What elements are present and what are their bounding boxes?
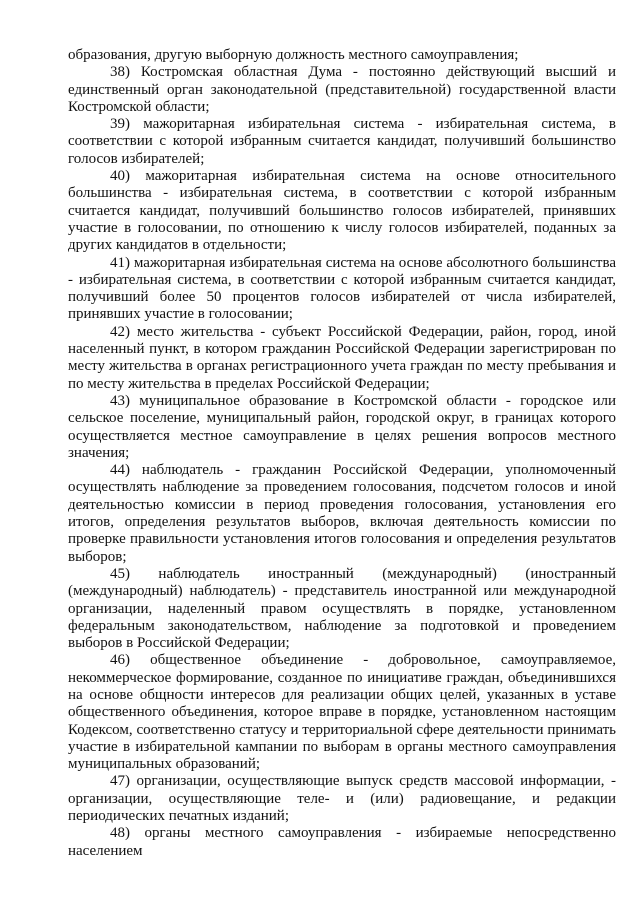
paragraph-47: 47) организации, осуществляющие выпуск средств массовой информации, - организации, осуществляющие теле- и (или) радиовещание, и редакции периодических печатных изданий;	[68, 773, 616, 825]
paragraph-46: 46) общественное объединение - добровольное, самоуправляемое, некоммерческое формирование, созданное по инициативе граждан, объединившихся на основе общности интересов для реализации общих целей, указанных в уставе общественного объединения, которое вправе в порядке, установленном настоящим Кодексом, соответственно статусу и территориальной сфере деятельности принимать участие в избирательной кампании по выборам в органы местного самоуправления муниципальных образований;	[68, 652, 616, 773]
paragraph-39: 39) мажоритарная избирательная система - избирательная система, в соответствии с которой избранным считается кандидат, получивший большинство голосов избирателей;	[68, 116, 616, 167]
paragraph-continuation: образования, другую выборную должность местного самоуправления;	[68, 47, 519, 63]
paragraph-45: 45) наблюдатель иностранный (международный) (иностранный (международный) наблюдатель) - представитель иностранной или международной организации, наделенный правом осуществлять в порядке, установленном федеральным законодательством, наблюдение за подготовкой и проведением выборов в Российской Федерации;	[68, 565, 616, 652]
paragraph-41: 41) мажоритарная избирательная система на основе абсолютного большинства - избирательная система, в соответствии с которой избранным считается кандидат, получивший более 50 процентов голосов избирателей от числа избирателей, принявших участие в голосовании;	[68, 254, 616, 323]
paragraph-44: 44) наблюдатель - гражданин Российской Федерации, уполномоченный осуществлять наблюдение за проведением голосования, подсчетом голосов и иной деятельностью комиссии в период проведения голосования, установления его итогов, определения результатов выборов, включая деятельность комиссии по проверке правильности установления итогов голосования и определения результатов выборов;	[68, 462, 616, 565]
paragraph-38: 38) Костромская областная Дума - постоянно действующий высший и единственный орган законодательной (представительной) государственной власти Костромской области;	[68, 64, 616, 115]
paragraph-48: 48) органы местного самоуправления - избираемые непосредственно населением	[68, 825, 616, 859]
paragraph-43: 43) муниципальное образование в Костромской области - городское или сельское поселение, муниципальный район, городской округ, в границах которого осуществляется местное самоуправление в целях решения вопросов местного значения;	[68, 392, 616, 461]
document-body	[68, 47, 616, 860]
paragraph-42: 42) место жительства - субъект Российской Федерации, район, город, иной населенный пункт, в котором гражданин Российской Федерации зарегистрирован по месту жительства в органах регистрационного учета граждан по месту пребывания и по месту жительства в пределах Российской Федерации;	[68, 323, 616, 392]
paragraph-40: 40) мажоритарная избирательная система на основе относительного большинства - избирательная система, в соответствии с которой избранным считается кандидат, получивший большинство голосов избирателей, принявших участие в голосовании, по отношению к числу голосов избирателей, поданных за других кандидатов в отдельности;	[68, 168, 616, 254]
